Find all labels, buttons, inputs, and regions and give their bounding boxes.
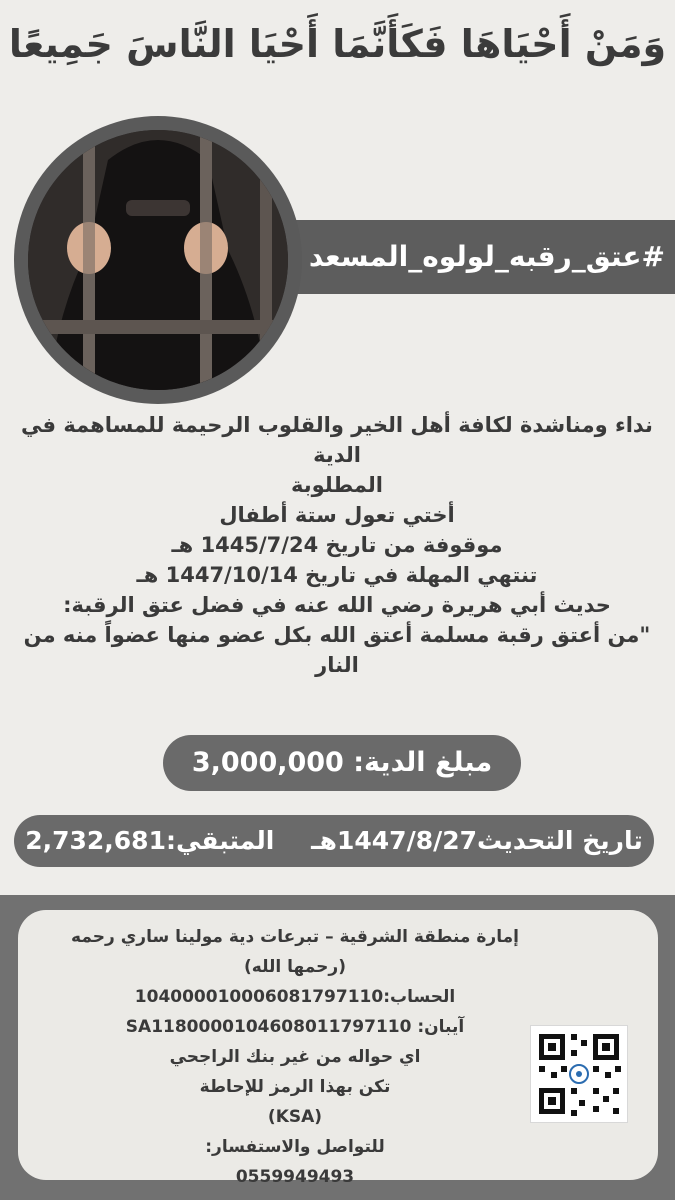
iban-number[interactable]: آيبان: SA1180000104608011797110 [125, 1017, 465, 1037]
update-status-badge [14, 815, 654, 867]
appeal-line: تنتهي المهلة في تاريخ 1447/10/14 هـ [136, 563, 538, 587]
appeal-line: حديث أبي هريرة رضي الله عنه في فضل عتق الرقبة: [63, 593, 611, 617]
account-number[interactable]: الحساب:104000010006081797110 [134, 987, 456, 1007]
prisoner-photo-icon [28, 130, 288, 390]
hashtag-label[interactable]: #عتق_رقبه_لولوه_المسعد [308, 240, 665, 273]
update-date: تاريخ التحديث1447/8/27هـ [311, 826, 643, 855]
appeal-line: موقوفة من تاريخ 1445/7/24 هـ [171, 533, 503, 557]
remaining-amount: المتبقي:2,732,681 [25, 826, 275, 855]
appeal-line: نداء ومناشدة لكافة أهل الخير والقلوب الرحيمة للمساهمة في الدية [21, 413, 653, 467]
donation-info [40, 922, 550, 1192]
appeal-line: المطلوبة [291, 473, 383, 497]
appeal-text [12, 410, 662, 680]
info-line: للتواصل والاستفسار: [205, 1137, 385, 1157]
info-line: (KSA) [267, 1107, 323, 1127]
info-line: تكن بهذا الرمز للإحاطة [199, 1077, 391, 1097]
qr-code-icon[interactable] [530, 1025, 628, 1123]
info-line: إمارة منطقة الشرقية – تبرعات دية مولينا ساري رحمه (رحمها الله) [71, 927, 519, 977]
diya-amount-badge: مبلغ الدية: 3,000,000 [163, 735, 521, 791]
appeal-line: "من أعتق رقبة مسلمة أعتق الله بكل عضو منها عضواً منه من النار [23, 623, 651, 677]
appeal-line: أختي تعول ستة أطفال [219, 503, 455, 527]
info-line: اي حواله من غير بنك الراجحي [169, 1047, 421, 1067]
quran-verse-title: وَمَنْ أَحْيَاهَا فَكَأَنَّمَا أَحْيَا النَّاسَ جَمِيعًا [8, 22, 667, 66]
contact-phone[interactable]: 0559949493 [235, 1167, 355, 1187]
